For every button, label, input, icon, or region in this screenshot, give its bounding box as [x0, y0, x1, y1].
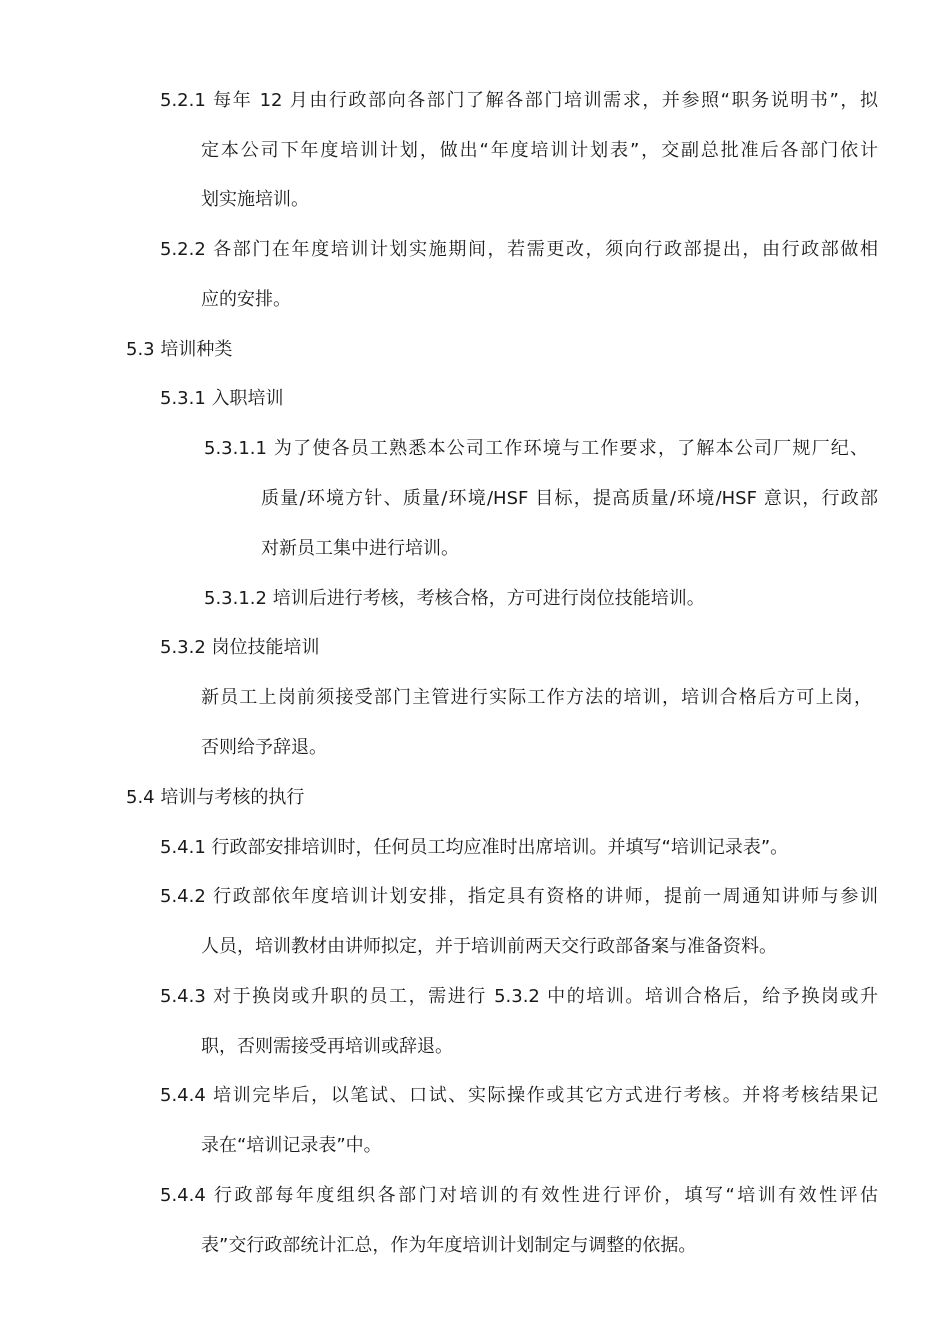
clause-5-2-2-line-2: 应的安排。 [201, 289, 291, 310]
clause-5-2-2-line-1: 5.2.2 各部门在年度培训计划实施期间，若需更改，须向行政部提出，由行政部做相 [160, 239, 878, 260]
clause-5-4-2-line-2: 人员，培训教材由讲师拟定，并于培训前两天交行政部备案与准备资料。 [201, 936, 777, 957]
clause-5-2-1-line-3: 划实施培训。 [201, 189, 309, 210]
clause-5-2-1-line-2: 定本公司下年度培训计划，做出“年度培训计划表”，交副总批准后各部门依计 [201, 140, 878, 161]
section-5-3-heading: 5.3 培训种类 [126, 339, 233, 360]
clause-5-4-3-line-2: 职，否则需接受再培训或辞退。 [201, 1036, 453, 1057]
section-5-4-heading: 5.4 培训与考核的执行 [126, 787, 305, 808]
clause-5-4-4-a-line-2: 录在“培训记录表”中。 [201, 1135, 382, 1156]
clause-5-4-4-b-line-1: 5.4.4 行政部每年度组织各部门对培训的有效性进行评价，填写“培训有效性评估 [160, 1185, 878, 1206]
clause-5-3-1-1-line-3: 对新员工集中进行培训。 [261, 538, 459, 559]
clause-5-4-4-b-line-2: 表”交行政部统计汇总，作为年度培训计划制定与调整的依据。 [201, 1235, 697, 1256]
clause-5-4-1: 5.4.1 行政部安排培训时，任何员工均应准时出席培训。并填写“培训记录表”。 [160, 837, 789, 858]
clause-5-3-1-1-line-2: 质量/环境方针、质量/环境/HSF 目标，提高质量/环境/HSF 意识，行政部 [261, 488, 878, 509]
clause-5-3-1-1-line-1: 5.3.1.1 为了使各员工熟悉本公司工作环境与工作要求，了解本公司厂规厂纪、 [204, 438, 868, 459]
clause-5-2-1-line-1: 5.2.1 每年 12 月由行政部向各部门了解各部门培训需求，并参照“职务说明书”，拟 [160, 90, 878, 111]
clause-5-4-2-line-1: 5.4.2 行政部依年度培训计划安排，指定具有资格的讲师，提前一周通知讲师与参训 [160, 886, 878, 907]
clause-5-3-2-line-1: 新员工上岗前须接受部门主管进行实际工作方法的培训，培训合格后方可上岗， [201, 687, 872, 708]
clause-5-4-4-a-line-1: 5.4.4 培训完毕后，以笔试、口试、实际操作或其它方式进行考核。并将考核结果记 [160, 1085, 878, 1106]
clause-5-3-2-line-2: 否则给予辞退。 [201, 737, 327, 758]
clause-5-4-3-line-1: 5.4.3 对于换岗或升职的员工，需进行 5.3.2 中的培训。培训合格后，给予换岗或升 [160, 986, 878, 1007]
clause-5-3-1-heading: 5.3.1 入职培训 [160, 388, 284, 409]
clause-5-3-2-heading: 5.3.2 岗位技能培训 [160, 637, 320, 658]
clause-5-3-1-2: 5.3.1.2 培训后进行考核，考核合格，方可进行岗位技能培训。 [204, 588, 705, 609]
